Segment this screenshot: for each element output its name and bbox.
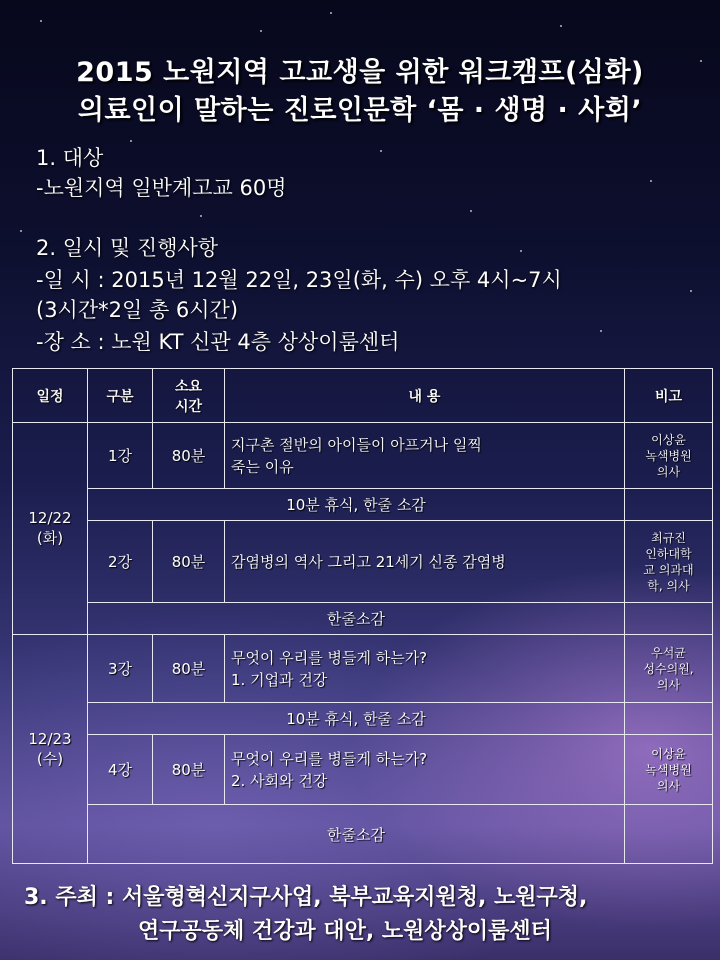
row2-type: 2강: [88, 521, 153, 603]
schedule-table: [12, 368, 713, 864]
header-type: 구분: [88, 369, 153, 423]
summary2-note: [625, 805, 713, 864]
section2-heading: 2. 일시 및 진행사항: [36, 236, 219, 260]
section2-datetime: -일 시 : 2015년 12월 22일, 23일(화, 수) 오후 4시~7시: [36, 268, 562, 292]
table-row: [13, 489, 713, 521]
section2-location: -장 소 : 노원 KT 신관 4층 상상이룸센터: [36, 330, 400, 354]
day2-date: 12/23 (수): [13, 635, 88, 864]
day1-date: 12/22 (화): [13, 423, 88, 635]
row3-time: 80분: [153, 635, 225, 703]
header-date: 일정: [13, 369, 88, 423]
row1-time: 80분: [153, 423, 225, 489]
table-row: [13, 735, 713, 805]
organizers-line1: 3. 주최 : 서울형혁신지구사업, 북부교육지원청, 노원구청,: [24, 885, 588, 910]
section1-heading: 1. 대상: [36, 146, 104, 170]
table-row: [13, 703, 713, 735]
break1-note: [625, 489, 713, 521]
row4-time: 80분: [153, 735, 225, 805]
page-subtitle: 의료인이 말하는 진로인문학 ‘몸 · 생명 · 사회’: [77, 95, 643, 126]
row2-content: 감염병의 역사 그리고 21세기 신종 감염병: [225, 521, 625, 603]
table-row: [13, 603, 713, 635]
section2-duration: (3시간*2일 총 6시간): [36, 298, 239, 322]
table-row: [13, 635, 713, 703]
row1-content: 지구촌 절반의 아이들이 아프거나 일찍 죽는 이유: [225, 423, 625, 489]
row2-note: 최규진 인하대학 교 의과대 학, 의사: [625, 521, 713, 603]
header-note: 비고: [625, 369, 713, 423]
row3-type: 3강: [88, 635, 153, 703]
row3-content: 무엇이 우리를 병들게 하는가? 1. 기업과 건강: [225, 635, 625, 703]
row1-type: 1강: [88, 423, 153, 489]
table-row: [13, 423, 713, 489]
page-title: 2015 노원지역 고교생을 위한 워크캠프(심화): [76, 57, 644, 88]
table-header-row: [13, 369, 713, 423]
table-row: [13, 521, 713, 603]
summary2: 한줄소감: [88, 805, 625, 864]
header-content: 내 용: [225, 369, 625, 423]
section1-detail: -노원지역 일반계고교 60명: [36, 176, 287, 200]
summary1: 한줄소감: [88, 603, 625, 635]
row2-time: 80분: [153, 521, 225, 603]
break2-note: [625, 703, 713, 735]
break1: 10분 휴식, 한줄 소감: [88, 489, 625, 521]
summary1-note: [625, 603, 713, 635]
break2: 10분 휴식, 한줄 소감: [88, 703, 625, 735]
row4-content: 무엇이 우리를 병들게 하는가? 2. 사회와 건강: [225, 735, 625, 805]
row3-note: 우석균 성수의원, 의사: [625, 635, 713, 703]
header-time: 소요 시간: [153, 369, 225, 423]
row4-type: 4강: [88, 735, 153, 805]
row1-note: 이상윤 녹색병원 의사: [625, 423, 713, 489]
organizers-line2: 연구공동체 건강과 대안, 노원상상이룸센터: [138, 919, 552, 944]
row4-note: 이상윤 녹색병원 의사: [625, 735, 713, 805]
table-row: [13, 805, 713, 864]
